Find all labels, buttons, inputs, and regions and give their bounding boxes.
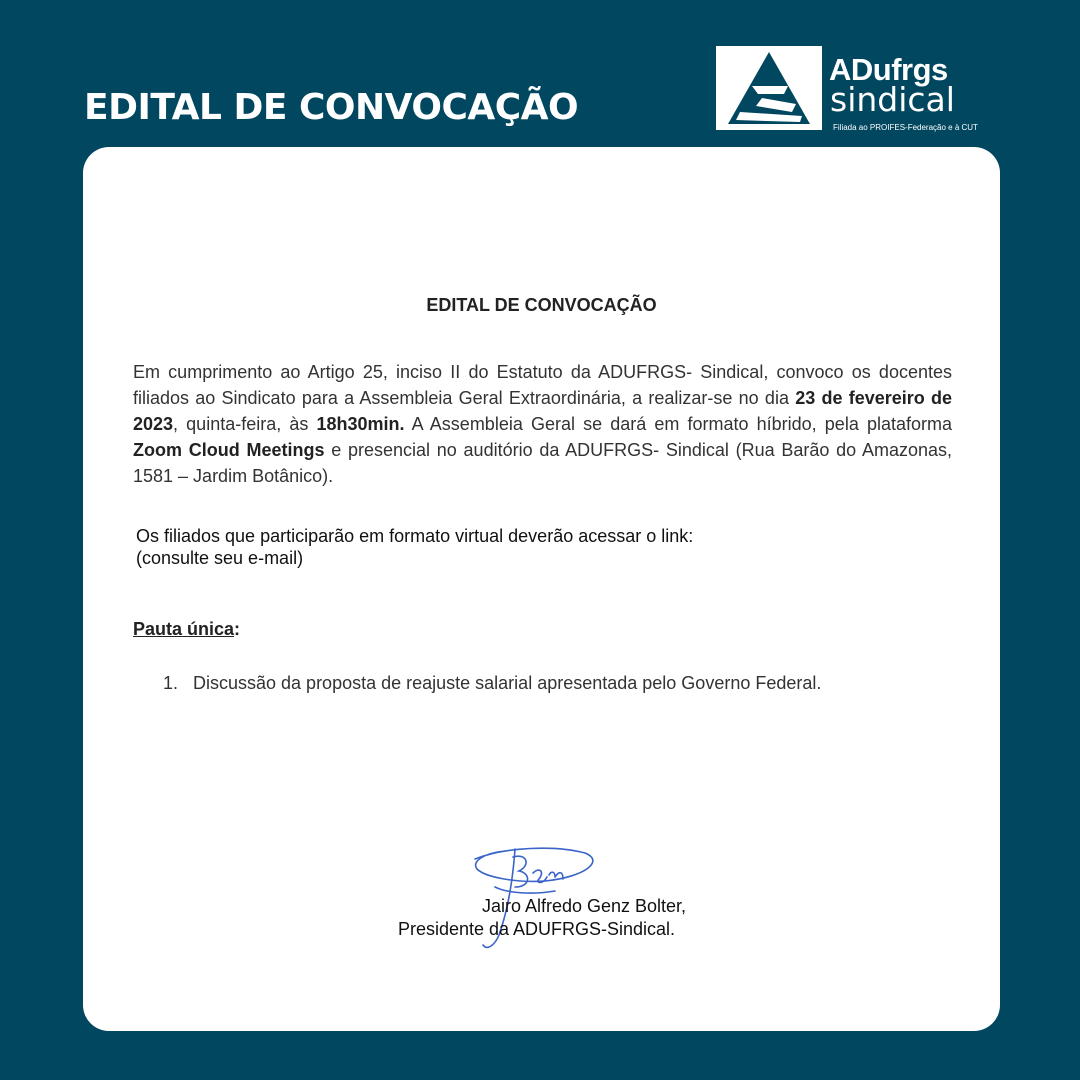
handwritten-signature bbox=[435, 817, 605, 967]
logo-brand-top: ADufrgs bbox=[829, 52, 948, 87]
link-note-line1: Os filiados que participarão em formato virtual deverão acessar o link: bbox=[136, 526, 694, 546]
meeting-platform: Zoom Cloud Meetings bbox=[133, 440, 325, 460]
signer-name: Jairo Alfredo Genz Bolter, bbox=[481, 896, 687, 916]
agenda-heading-colon: : bbox=[234, 619, 241, 639]
body-text-4: e presencial no auditório da ADUFRGS- Sindical (Rua Barão do Amazonas, 1581 – Jardim Botânico). bbox=[133, 440, 952, 486]
agenda-item-text: Discussão da proposta de reajuste salarial apresentada pelo Governo Federal. bbox=[193, 673, 822, 693]
signer-block bbox=[83, 895, 1000, 941]
link-note-line2: (consulte seu e-mail) bbox=[136, 548, 304, 568]
logo-mark-icon bbox=[716, 46, 822, 130]
document-body bbox=[133, 359, 952, 489]
agenda-list bbox=[163, 673, 821, 694]
meeting-time: 18h30min. bbox=[316, 414, 405, 434]
list-item bbox=[163, 673, 821, 694]
agenda-heading bbox=[133, 619, 240, 640]
agenda-heading-label: Pauta única bbox=[133, 619, 235, 639]
agenda-item-number: 1. bbox=[163, 673, 179, 693]
adufrgs-logo bbox=[716, 44, 1006, 134]
logo-brand-bottom: sindical bbox=[830, 80, 955, 119]
document-title: EDITAL DE CONVOCAÇÃO bbox=[426, 295, 657, 315]
signer-role: Presidente da ADUFRGS-Sindical. bbox=[397, 919, 676, 939]
page-title: EDITAL DE CONVOCAÇÃO bbox=[84, 87, 579, 128]
link-note bbox=[136, 525, 693, 569]
logo-tagline: Filiada ao PROIFES-Federação e à CUT bbox=[833, 123, 978, 132]
meeting-date: 23 de fevereiro de 2023 bbox=[133, 388, 952, 434]
document-card bbox=[83, 147, 1000, 1031]
body-text-2: , quinta-feira, às bbox=[173, 414, 317, 434]
body-text-3: A Assembleia Geral se dará em formato híbrido, pela plataforma bbox=[404, 414, 952, 434]
body-text-1: Em cumprimento ao Artigo 25, inciso II do Estatuto da ADUFRGS- Sindical, convoco os docentes filiados ao Sindicato para a Assembleia Geral Extraordinária, a realizar-se no dia bbox=[133, 362, 952, 408]
